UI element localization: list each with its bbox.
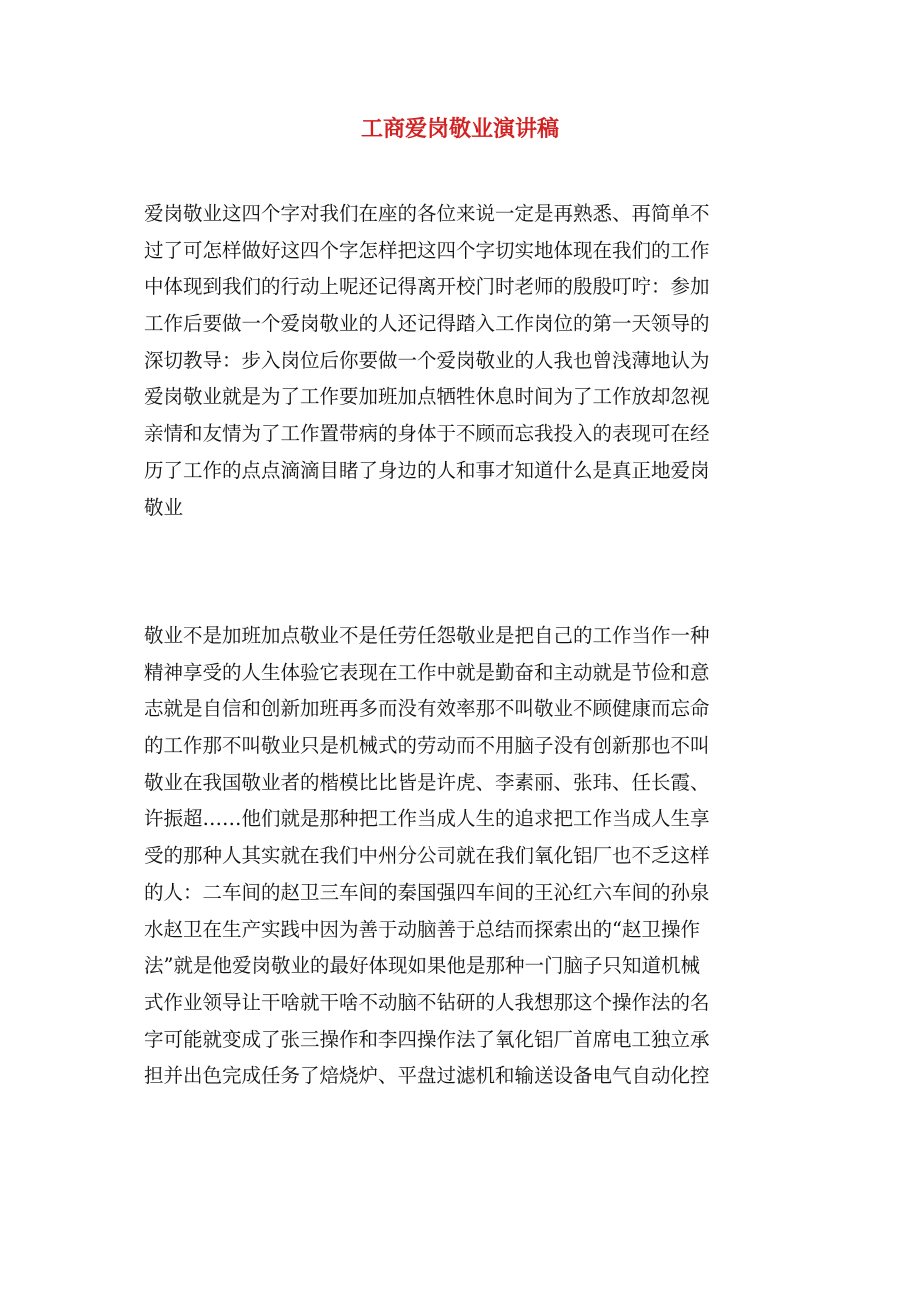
text-line: 历了工作的点点滴滴目睹了身边的人和事才知道什么是真正地爱岗 [144,458,710,482]
text-line: 亲情和友情为了工作置带病的身体于不顾而忘我投入的表现可在经 [144,422,710,446]
text-line: 志就是自信和创新加班再多而没有效率那不叫敬业不顾健康而忘命 [144,697,710,721]
paragraph-2 [144,618,784,1095]
text-line: 字可能就变成了张三操作和李四操作法了氧化铝厂首席电工独立承 [144,1027,710,1051]
paragraph-1 [144,196,784,526]
text-line: 式作业领导让干啥就干啥不动脑不钻研的人我想那这个操作法的名 [144,990,710,1014]
text-line: 中体现到我们的行动上呢还记得离开校门时老师的殷殷叮咛：参加 [144,275,710,299]
text-line: 敬业 [144,495,184,519]
text-line: 精神享受的人生体验它表现在工作中就是勤奋和主动就是节俭和意 [144,660,710,684]
text-line: 担并出色完成任务了焙烧炉、平盘过滤机和输送设备电气自动化控 [144,1064,710,1088]
text-line: 深切教导：步入岗位后你要做一个爱岗敬业的人我也曾浅薄地认为 [144,348,710,372]
text-line: 敬业不是加班加点敬业不是任劳任怨敬业是把自己的工作当作一种 [144,624,710,647]
text-line: 许振超……他们就是那种把工作当成人生的追求把工作当成人生享 [144,807,710,831]
text-line: 受的那种人其实就在我们中州分公司就在我们氧化铝厂也不乏这样 [144,844,710,868]
text-line: 工作后要做一个爱岗敬业的人还记得踏入工作岗位的第一天领导的 [144,312,710,336]
text-line: 爱岗敬业这四个字对我们在座的各位来说一定是再熟悉、再简单不 [144,202,710,225]
text-line: 水赵卫在生产实践中因为善于动脑善于总结而探索出的“赵卫操作 [144,917,700,941]
text-line: 法”就是他爱岗敬业的最好体现如果他是那种一门脑子只知道机械 [144,954,700,978]
text-line: 的人：二车间的赵卫三车间的秦国强四车间的王沁红六车间的孙泉 [144,880,710,904]
text-line: 爱岗敬业就是为了工作要加班加点牺牲休息时间为了工作放却忽视 [144,385,710,409]
text-line: 敬业在我国敬业者的楷模比比皆是许虎、李素丽、张玮、任长霞、 [144,770,710,794]
text-line: 过了可怎样做好这四个字怎样把这四个字切实地体现在我们的工作 [144,238,710,262]
text-line: 的工作那不叫敬业只是机械式的劳动而不用脑子没有创新那也不叫 [144,734,710,758]
document-title: 工商爱岗敬业演讲稿 [360,116,559,142]
